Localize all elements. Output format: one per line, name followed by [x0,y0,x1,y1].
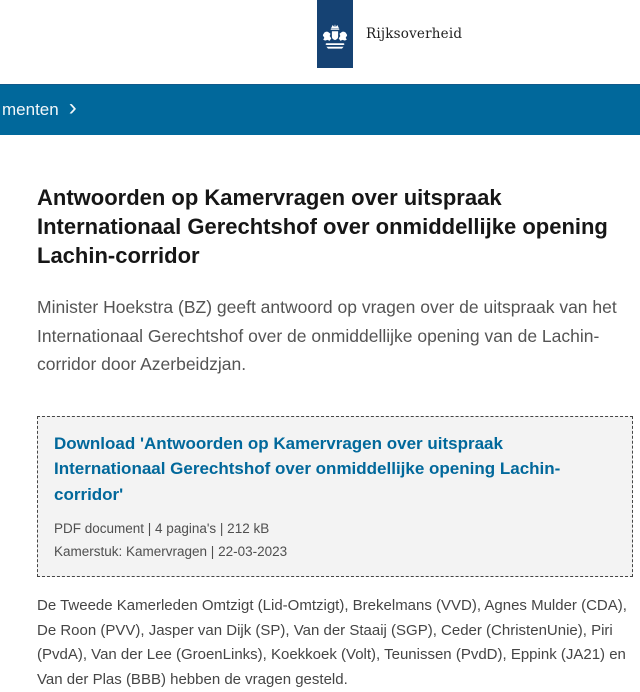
breadcrumb-bar [0,84,640,135]
coat-of-arms-icon [321,23,349,55]
download-link[interactable]: Download 'Antwoorden op Kamervragen over uitspraak Internationaal Gerechtshof over onmiddellijke opening Lachin-corridor' [54,433,561,504]
site-header [0,0,640,84]
main-content [0,135,640,692]
breadcrumb-documenten[interactable]: menten [2,100,59,119]
body-text: De Tweede Kamerleden Omtzigt (Lid-Omtzigt), Brekelmans (VVD), Agnes Mulder (CDA), De Roon (PVV), Jasper van Dijk (SP), Van der Staaij (SGP), Ceder (ChristenUnie), Piri (PvdA), Van der Lee (GroenLinks), Koekkoek (Volt), Teunissen (PvdD), Eppink (JA21) en Van der Plas (BBB) hebben de vragen gesteld. [37,597,627,688]
intro-text: Minister Hoekstra (BZ) geeft antwoord op vragen over de uitspraak van het Internationaal Gerechtshof over de onmiddellijke opening van de Lachin-corridor door Azerbeidzjan. [37,297,617,374]
download-box [37,416,633,578]
chevron-right-icon: › [68,94,77,122]
rijksoverheid-logo[interactable] [317,0,353,68]
page-title: Antwoorden op Kamervragen over uitspraak Internationaal Gerechtshof over onmiddellijke opening Lachin-corridor [37,185,608,268]
file-meta: PDF document | 4 pagina's | 212 kB [54,521,270,536]
logo-wordmark: Rijksoverheid [366,26,463,42]
document-meta: Kamerstuk: Kamervragen | 22-03-2023 [54,544,288,559]
